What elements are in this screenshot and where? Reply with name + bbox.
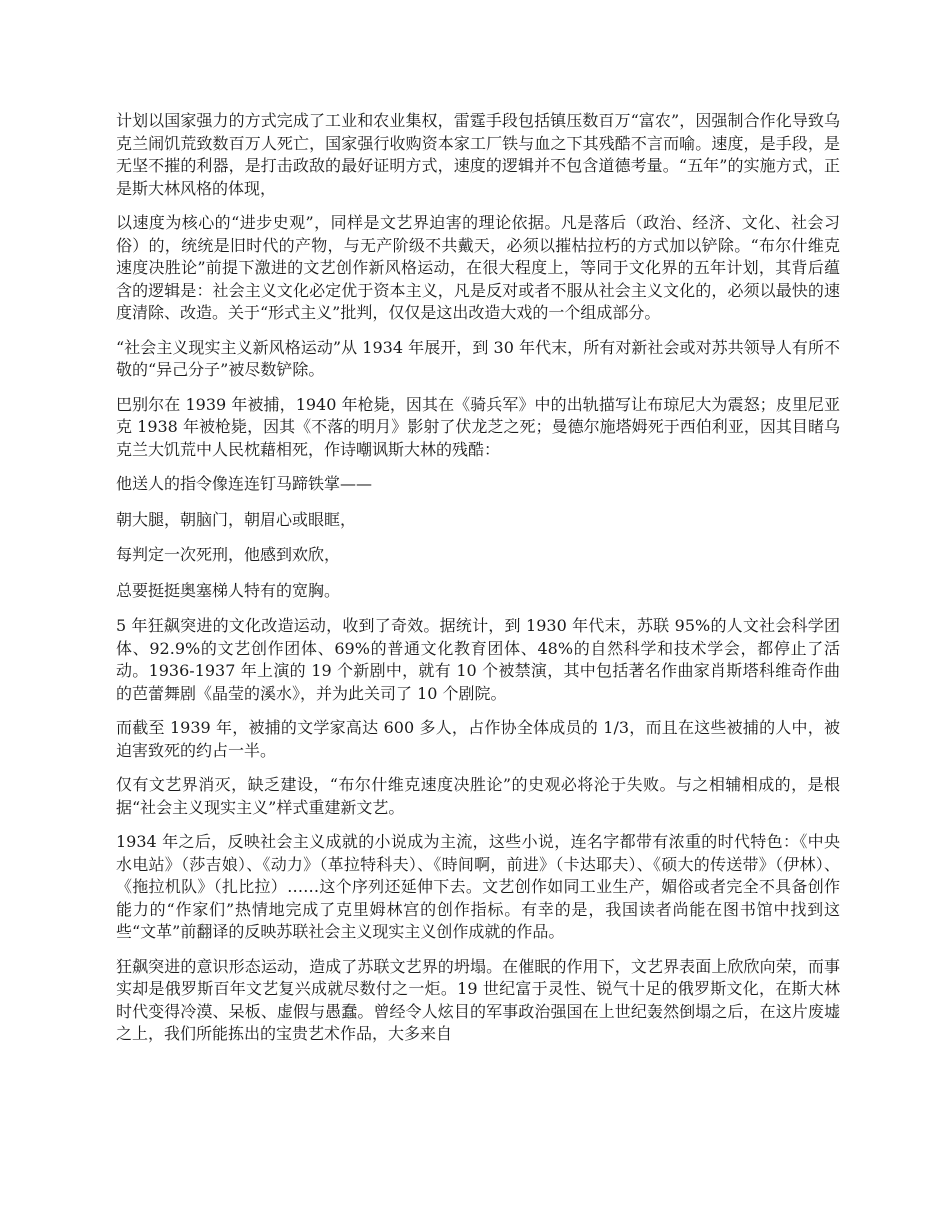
poem-line-1: 他送人的指令像连连钉马蹄铁掌—— <box>116 474 373 493</box>
paragraph-reconstruction: 仅有文艺界消灭，缺乏建设，“布尔什维克速度决胜论”的史观必将沦于失败。与之相辅相成的，是根据“社会主义现实主义”样式重建新文艺。 <box>116 775 840 817</box>
document-body <box>116 110 840 1058</box>
poem-line-2: 朝大腿，朝脑门，朝眉心或眼眶， <box>116 509 357 529</box>
paragraph-five-year-plan: 计划以国家强力的方式完成了工业和农业集权，雷霆手段包括镇压数百万“富农”，因强制合作化导致乌克兰闹饥荒致数百万人死亡，国家强行收购资本家工厂铁与血之下其残酷不言而喻。速度，是手段，是无坚不摧的利器，是打击政敌的最好证明方式，速度的逻辑并不包含道德考量。“五年”的实施方式，正是斯大林风格的体现， <box>116 111 840 198</box>
poem-line-3: 每判定一次死刑，他感到欢欣， <box>116 545 341 564</box>
paragraph-novels: 1934 年之后，反映社会主义成就的小说成为主流，这些小说，连名字都带有浓重的时代特色：《中央水电站》（莎吉娘）、《动力》（革拉特科夫）、《時间啊，前进》（卡达耶夫）、《硕大的传送带》（伊林）、《拖拉机队》（扎比拉）……这个序列还延伸下去。文艺创作如同工业生产，媚俗或者完全不具备创作能力的“作家们”热情地完成了克里姆林宫的创作指标。有幸的是，我国读者尚能在图书馆中找到这些“文革”前翻译的反映苏联社会主义现实主义创作成就的作品。 <box>116 832 840 941</box>
paragraph-socialist-realism: “社会主义现实主义新风格运动”从 1934 年展开，到 30 年代末，所有对新社会或对苏共领导人有所不敬的“异己分子”被尽数铲除。 <box>116 337 840 379</box>
paragraph-writers-persecution: 巴别尔在 1939 年被捕，1940 年枪毙，因其在《骑兵军》中的出轨描写让布琼尼大为震怒；皮里尼亚克 1938 年被枪毙，因其《不落的明月》影射了伏龙芝之死；曼德尔施塔姆死于西伯利亚，因其目睹乌克兰大饥荒中人民枕藉相死，作诗嘲讽斯大林的残酷： <box>116 394 840 459</box>
poem-line-4: 总要挺挺奥塞梯人特有的宽胸。 <box>116 580 341 600</box>
paragraph-collapse: 狂飙突进的意识形态运动，造成了苏联文艺界的坍塌。在催眠的作用下，文艺界表面上欣欣向荣，而事实却是俄罗斯百年文艺复兴成就尽数付之一炬。19 世纪富于灵性、锐气十足的俄罗斯文化，在斯大林时代变得冷漠、呆板、虚假与愚蠢。曾经令人炫目的军事政治强国在上世纪轰然倒塌之后，在这片废墟之上，我们所能拣出的宝贵艺术作品，大多来自 <box>116 956 840 1043</box>
paragraph-arrests: 而截至 1939 年，被捕的文学家高达 600 多人，占作协全体成员的 1/3，而且在这些被捕的人中，被迫害致死的约占一半。 <box>116 718 840 760</box>
paragraph-statistics: 5 年狂飙突进的文化改造运动，收到了奇效。据统计，到 1930 年代末，苏联 95%的人文社会科学团体、92.9%的文艺创作团体、69%的普通文化教育团体、48%的自然科学和技术学会，都停止了活动。1936-1937 年上演的 19 个新剧中，就有 10 个被禁演，其中包括著名作曲家肖斯塔科维奇作曲的芭蕾舞剧《晶莹的溪水》，并为此关司了 10 个剧院。 <box>116 616 840 703</box>
paragraph-progress-view: 以速度为核心的“进步史观”，同样是文艺界迫害的理论依据。凡是落后（政治、经济、文化、社会习俗）的，统统是旧时代的产物，与无产阶级不共戴天，必须以摧枯拉朽的方式加以铲除。“布尔什维克速度决胜论”前提下激进的文艺创作新风格运动，在很大程度上，等同于文化界的五年计划，其背后蕴含的逻辑是：社会主义文化必定优于资本主义，凡是反对或者不服从社会主义文化的，必须以最快的速度清除、改造。关于“形式主义”批判，仅仅是这出改造大戏的一个组成部分。 <box>116 213 840 322</box>
